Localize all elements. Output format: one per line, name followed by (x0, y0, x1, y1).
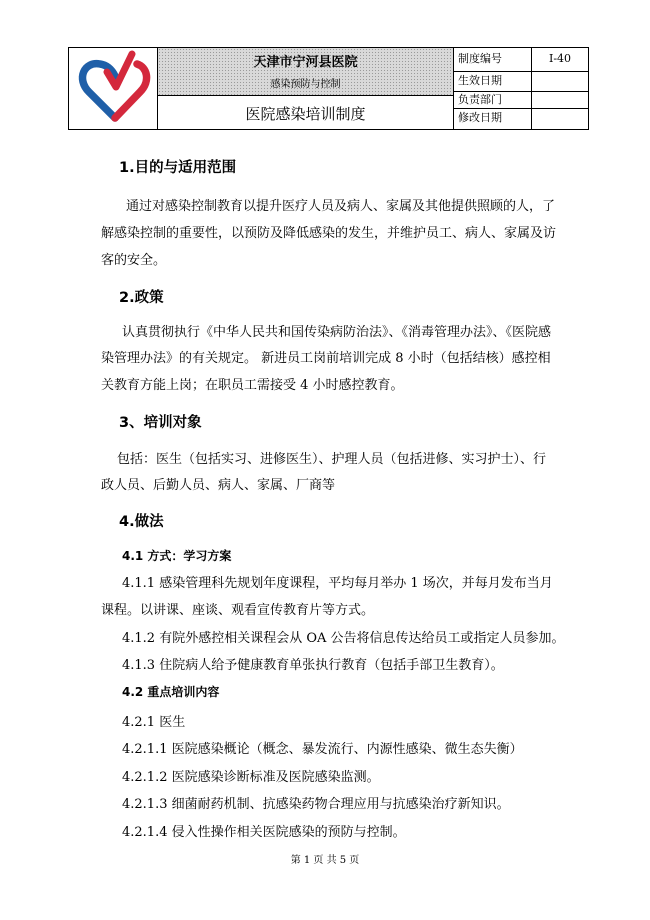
field-value-revision-date (532, 109, 588, 129)
item-4-2-1-1: 4.2.1.1 医院感染概论（概念、暴发流行、内源性感染、微生态失衡） (122, 742, 523, 757)
field-label-revision-date: 修改日期 (454, 109, 532, 129)
section-3-line-1: 包括：医生（包括实习、进修医生）、护理人员（包括进修、实习护士）、行 (117, 452, 547, 467)
section-2-heading: 2.政策 (119, 290, 164, 306)
section-1-heading: 1.目的与适用范围 (119, 160, 237, 176)
item-4-1-1-line-1: 4.1.1 感染管理科先规划年度课程，平均每月举办 1 场次，并每月发布当月 (122, 576, 553, 591)
section-1-line-2: 解感染控制的重要性，以预防及降低感染的发生，并维护员工、病人、家属及访 (101, 226, 557, 241)
department-name: 感染预防与控制 (270, 79, 341, 90)
field-label-effective-date: 生效日期 (454, 72, 532, 92)
section-3-line-2: 政人员、后勤人员、病人、家属、厂商等 (101, 478, 336, 493)
item-4-1-2: 4.1.2 有院外感控相关课程会从 OA 公告将信息传达给员工或指定人员参加。 (122, 631, 565, 646)
item-4-2-1-2: 4.2.1.2 医院感染诊断标准及医院感染监测。 (122, 770, 380, 785)
item-4-1-3: 4.1.3 住院病人给予健康教育单张执行教育（包括手部卫生教育）。 (122, 658, 504, 673)
section-4-1-heading: 4.1 方式：学习方案 (122, 549, 232, 563)
field-value-responsible-dept (532, 92, 588, 109)
field-label-policy-no: 制度编号 (454, 48, 532, 72)
section-4-2-heading: 4.2 重点培训内容 (122, 685, 220, 699)
item-4-2-1-4: 4.2.1.4 侵入性操作相关医院感染的预防与控制。 (122, 825, 406, 840)
hospital-name: 天津市宁河县医院 (253, 55, 358, 70)
doc-title-cell (158, 96, 454, 129)
logo-cell (69, 48, 158, 129)
page-number: 第 1 页 共 5 页 (290, 855, 360, 866)
item-4-2-1-3: 4.2.1.3 细菌耐药机制、抗感染药物合理应用与抗感染治疗新知识。 (122, 797, 510, 812)
item-4-1-1-line-2: 课程。以讲课、座谈、观看宣传教育片等方式。 (101, 603, 375, 618)
section-2-line-1: 认真贯彻执行《中华人民共和国传染病防治法》、《消毒管理办法》、《医院感 (122, 325, 552, 340)
section-1-line-3: 客的安全。 (101, 253, 167, 268)
section-2-line-3: 关教育方能上岗；在职员工需接受 4 小时感控教育。 (101, 378, 404, 393)
field-value-effective-date (532, 72, 588, 92)
heart-check-logo-icon (69, 48, 158, 129)
doc-title: 医院感染培训制度 (245, 105, 366, 123)
hospital-cell (158, 48, 454, 96)
item-4-2-1: 4.2.1 医生 (122, 715, 186, 730)
section-4-heading: 4.做法 (119, 514, 164, 530)
field-label-responsible-dept: 负责部门 (454, 92, 532, 109)
document-header-table (68, 47, 589, 130)
section-2-line-2: 染管理办法》的有关规定。 新进员工岗前培训完成 8 小时（包括结核）感控相 (101, 351, 551, 366)
section-3-heading: 3、培训对象 (119, 415, 202, 431)
section-1-line-1: 通过对感染控制教育以提升医疗人员及病人、家属及其他提供照顾的人，了 (126, 199, 556, 214)
field-value-policy-no: I-40 (532, 48, 588, 72)
